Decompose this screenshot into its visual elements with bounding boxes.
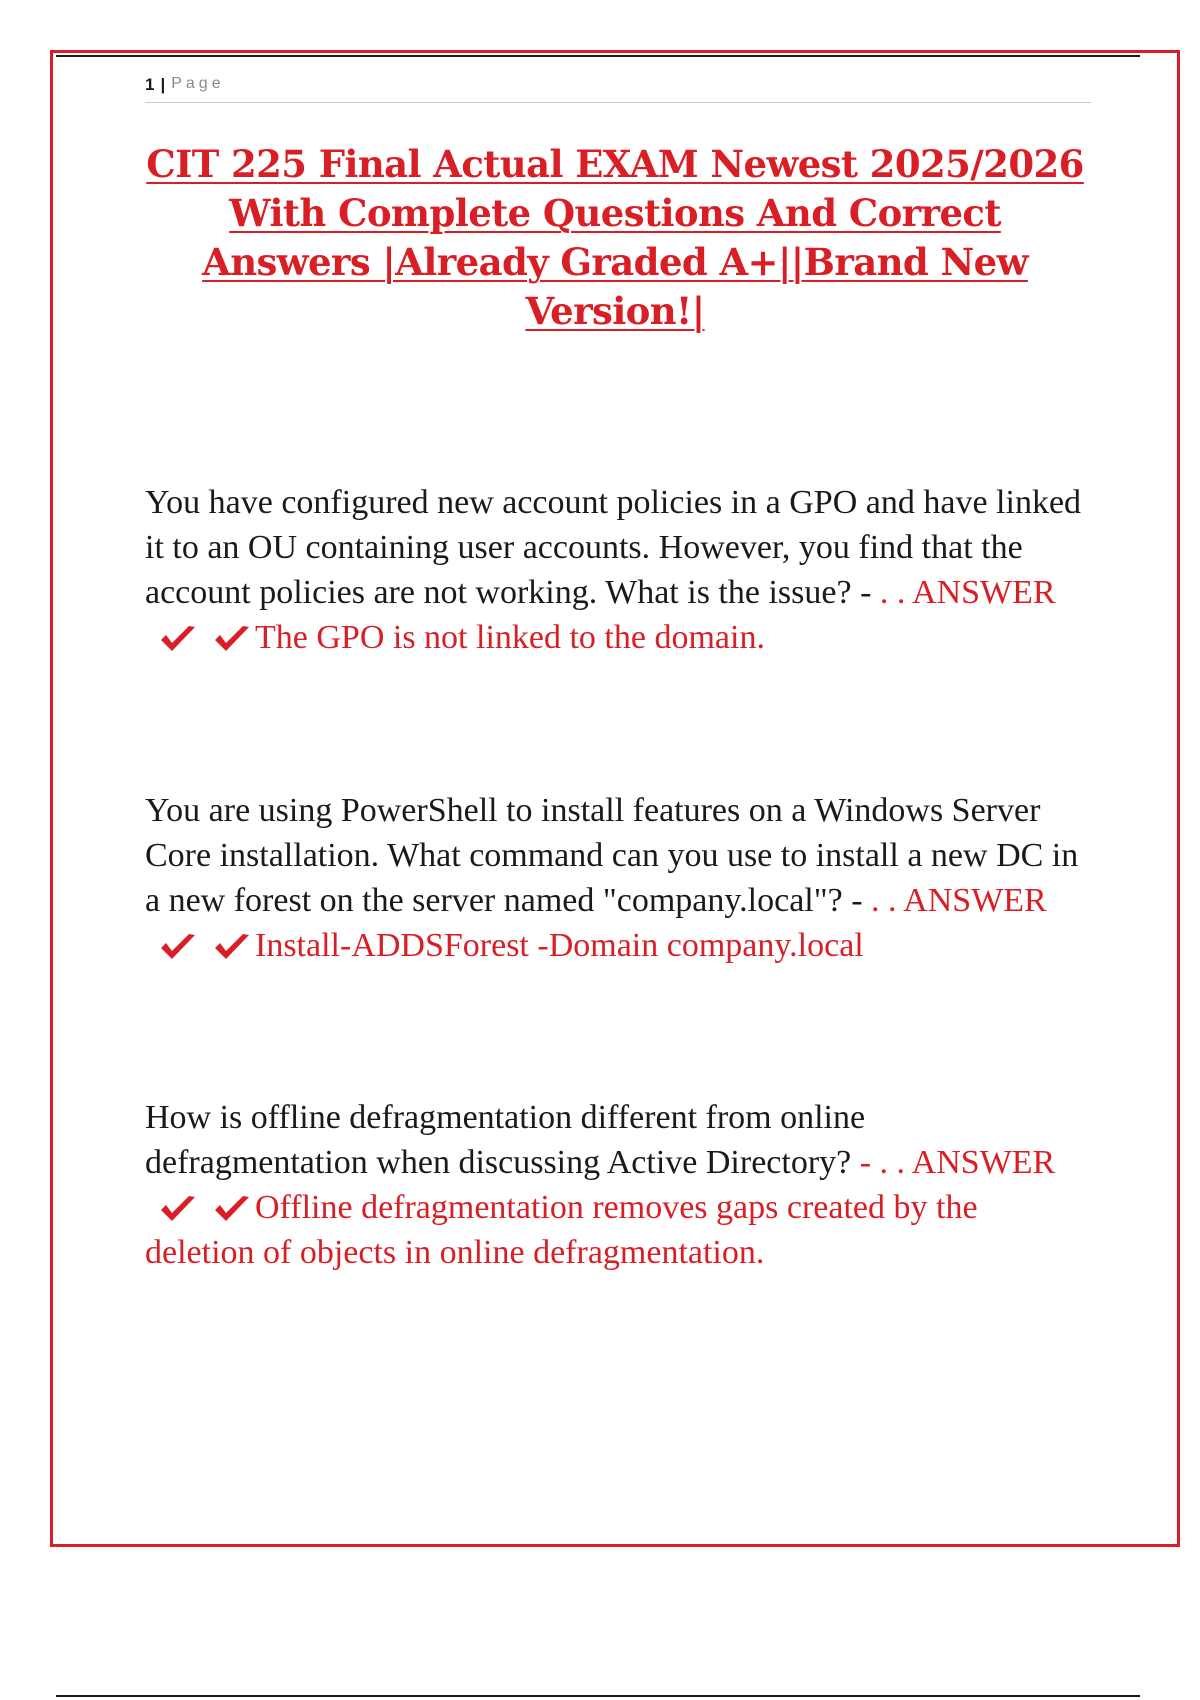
- answer-prefix: . . ANSWER: [871, 574, 1056, 611]
- checkmark-icon: [159, 1194, 197, 1224]
- page-header: [145, 75, 1091, 103]
- page-number: 1: [145, 75, 155, 94]
- question-text: How is offline defragmentation different from online defragmentation when discussing Active Directory?: [145, 1099, 866, 1181]
- page-separator: |: [160, 75, 166, 94]
- top-rule: [56, 55, 1140, 57]
- qa-item-3: [145, 1095, 1090, 1275]
- checkmark-icon: [213, 932, 251, 962]
- answer-prefix: . . ANSWER: [862, 882, 1047, 919]
- checkmark-icon: [159, 932, 197, 962]
- checkmark-icon: [159, 624, 197, 654]
- qa-item-1: [145, 480, 1090, 660]
- answer-prefix: - . . ANSWER: [851, 1144, 1056, 1181]
- question-text: You are using PowerShell to install features on a Windows Server Core installation. What command can you use to install a new DC in a new forest on the server named "company.local"? -: [145, 792, 1079, 919]
- answer-text: Offline defragmentation removes gaps created by the deletion of objects in online defragmentation.: [145, 1189, 978, 1271]
- document-title: CIT 225 Final Actual EXAM Newest 2025/2026 With Complete Questions And Correct Answers |Already Graded A+||Brand New Version!|: [146, 142, 1084, 333]
- checkmark-icon: [213, 1194, 251, 1224]
- qa-item-2: [145, 788, 1090, 968]
- page-label: Page: [171, 75, 225, 92]
- checkmark-icon: [213, 624, 251, 654]
- question-text: You have configured new account policies in a GPO and have linked it to an OU containing user accounts. However, you find that the account policies are not working. What is the issue? -: [145, 484, 1082, 611]
- answer-text: The GPO is not linked to the domain.: [255, 619, 765, 656]
- bottom-rule: [56, 1695, 1140, 1697]
- answer-text: Install-ADDSForest -Domain company.local: [255, 927, 864, 964]
